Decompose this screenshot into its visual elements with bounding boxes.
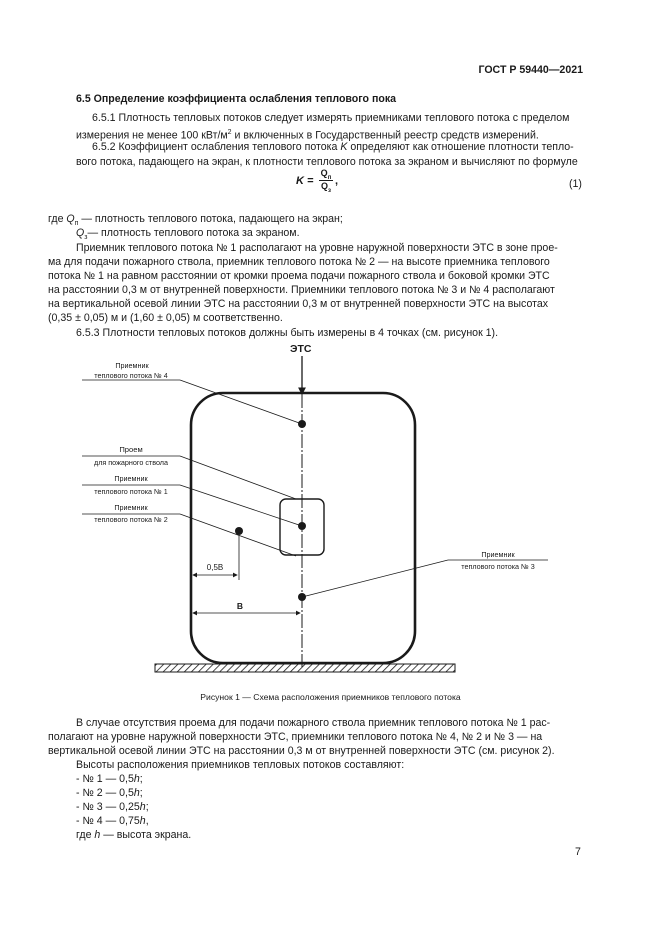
r2-label-line2: теплового потока № 2 [94, 515, 168, 524]
page-number: 7 [575, 846, 581, 858]
proem-label-line2: для пожарного ствола [94, 458, 168, 467]
r3-label-line2: теплового потока № 3 [461, 562, 535, 571]
section-title: 6.5 Определение коэффициента ослабления теплового пока [76, 93, 397, 105]
placement-line5: на вертикальной осевой линии ЭТС на расстоянии 0,3 м от внутренней поверхности ЭТС на высотах [48, 298, 549, 310]
r3-label-line1: Приемник [481, 550, 515, 559]
r3-leader [302, 560, 448, 597]
r1-label-line2: теплового потока № 1 [94, 487, 168, 496]
height-item-3: - № 3 — 0,25h; [76, 801, 149, 813]
r2-label-line1: Приемник [114, 503, 148, 512]
paragraph-653: 6.5.3 Плотности тепловых потоков должны быть измерены в 4 точках (см. рисунок 1). [76, 327, 499, 339]
height-item-1: - № 1 — 0,5h; [76, 773, 143, 785]
proem-label-line1: Проем [119, 445, 143, 454]
r2-leader [180, 514, 296, 556]
r4-leader [180, 380, 302, 424]
height-item-4: - № 4 — 0,75h, [76, 815, 149, 827]
heights-intro: Высоты расположения приемников тепловых потоков составляют: [76, 759, 405, 771]
standard-header: ГОСТ Р 59440—2021 [478, 64, 583, 76]
noopening-line2: полагают на уровне наружной поверхности ЭТС, приемники теплового потока № 4, № 2 и № 3 — на [48, 731, 543, 743]
proem-leader [180, 456, 296, 499]
height-item-2: - № 2 — 0,5h; [76, 787, 143, 799]
figure-caption: Рисунок 1 — Схема расположения приемников теплового потока [200, 692, 461, 702]
paragraph-651-line1: 6.5.1 Плотность тепловых потоков следует измерять приемниками теплового потока с пределом [92, 112, 570, 124]
r1-label-line1: Приемник [114, 474, 148, 483]
dim-big-label: B [236, 601, 244, 611]
receiver-2-point [235, 527, 243, 535]
dim-small-label: 0,5B [206, 563, 224, 572]
paragraph-652-line2: вого потока, падающего на экран, к плотности теплового потока за экраном и вычисляют по формуле [76, 156, 578, 168]
r4-label-line1: Приемник [115, 361, 149, 370]
ground-hatch [155, 664, 455, 672]
formula-number: (1) [569, 178, 582, 190]
where-qp: где $Q_п$ — плотность теплового потока, падающего на экран; [48, 213, 343, 228]
paragraph-652-line1: 6.5.2 Коэффициент ослабления теплового потока K определяют как отношение плотности тепло- [92, 141, 574, 153]
ets-label: ЭТС [290, 343, 312, 355]
placement-line6: (0,35 ± 0,05) м и (1,60 ± 0,05) м соответственно. [48, 312, 283, 324]
r1-leader [180, 485, 302, 526]
placement-line4: на расстоянии 0,3 м от внутренней поверхности. Приемники теплового потока № 3 и № 4 располагают [48, 284, 555, 296]
placement-line1: Приемник теплового потока № 1 располагают на уровне наружной поверхности ЭТС в зоне прое- [76, 242, 558, 254]
where-qz: $Q_з—$ плотность теплового потока за экраном. [76, 227, 300, 242]
paragraph-651-line2: измерения не менее 100 кВт/$м^2$ и включенных в Государственный реестр средств измерений. [76, 129, 539, 142]
placement-line3: потока № 1 на равном расстоянии от кромки проема подачи пожарного ствола и боковой кромки ЭТС [48, 270, 550, 282]
heights-where: где h — высота экрана. [76, 829, 192, 841]
noopening-line1: В случае отсутствия проема для подачи пожарного ствола приемник теплового потока № 1 рас- [76, 717, 551, 729]
r4-label-line2: теплового потока № 4 [94, 371, 168, 380]
placement-line2: ма для подачи пожарного ствола, приемник теплового потока № 2 — на высоте приемника теплового [48, 256, 550, 268]
noopening-line3: вертикальной осевой линии ЭТС на расстоянии 0,3 м от внутренней поверхности ЭТС (см. рисунок 2). [48, 745, 555, 757]
